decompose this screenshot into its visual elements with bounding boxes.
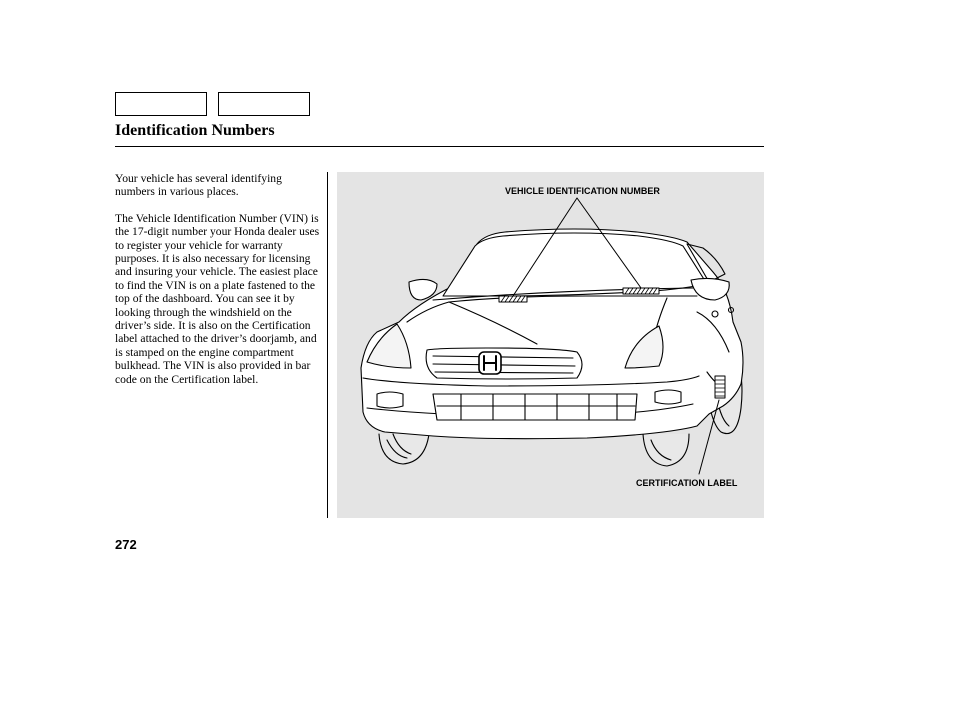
- intro-paragraph: Your vehicle has several identifying numbers in various places.: [115, 172, 282, 199]
- vehicle-figure: [337, 172, 764, 518]
- vin-paragraph: The Vehicle Identification Number (VIN) is the 17-digit number your Honda dealer uses to register your vehicle for warranty purposes. It is also necessary for licensing and insuring your vehicle. The easiest place to find the VIN is on a plate fastened to the top of the dashboard. You can see it by looking through the windshield on the driver’s side. It is also on the Certification label attached to the driver’s doorjamb, and is stamped on the engine compartment bulkhead. The VIN is also provided in bar code on the Certification label.: [115, 211, 320, 386]
- certification-label-icon: [715, 376, 725, 398]
- title-divider: [115, 146, 764, 147]
- body-text-column: [115, 172, 321, 399]
- page-number: 272: [115, 537, 137, 552]
- vin-callout: VEHICLE IDENTIFICATION NUMBER: [505, 186, 660, 196]
- honda-emblem-icon: [479, 352, 501, 374]
- column-divider: [327, 172, 328, 518]
- section-tab-2[interactable]: [218, 92, 310, 116]
- page-title: Identification Numbers: [115, 122, 275, 139]
- car-illustration: [337, 172, 764, 518]
- certification-label-callout: CERTIFICATION LABEL: [636, 478, 738, 488]
- section-tab-1[interactable]: [115, 92, 207, 116]
